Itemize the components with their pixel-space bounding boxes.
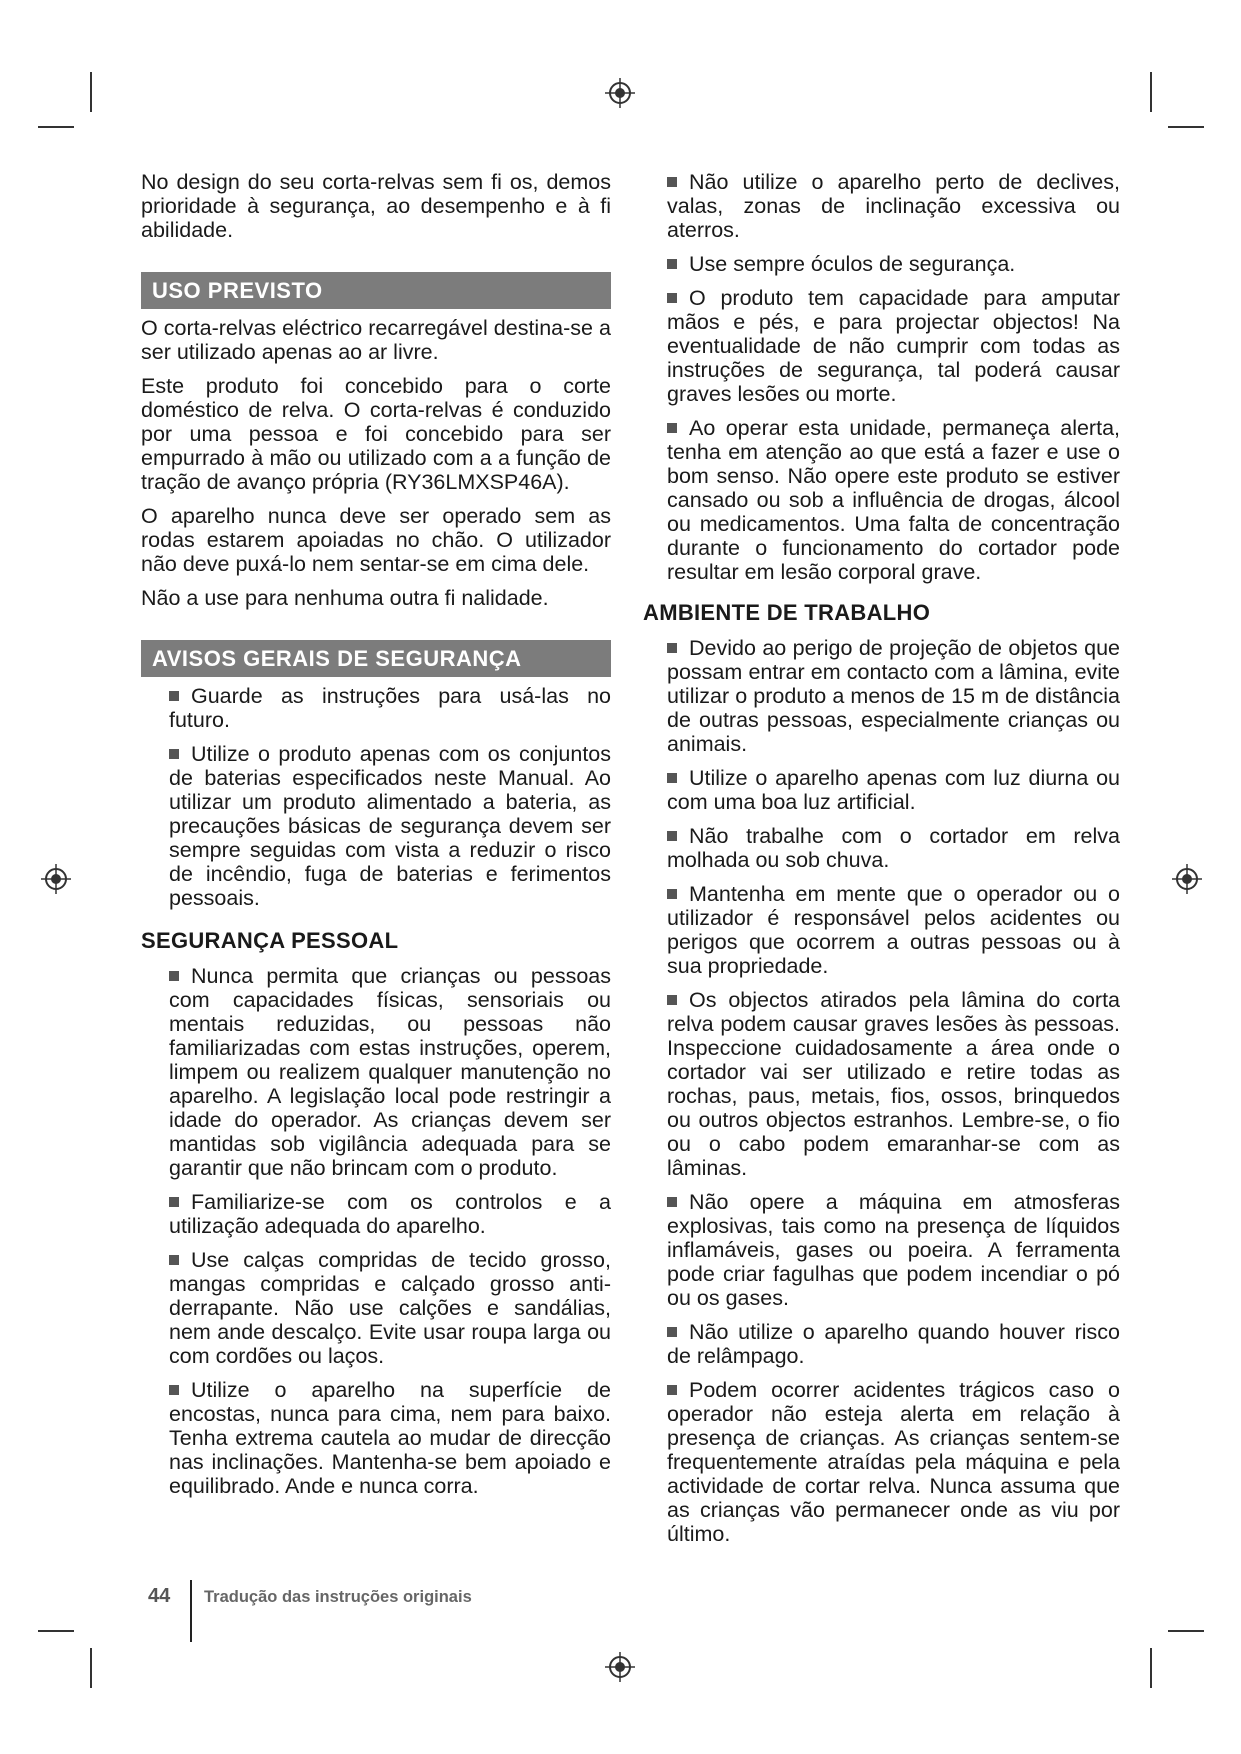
square-bullet-icon xyxy=(667,1197,677,1207)
pessoal-list xyxy=(141,964,611,1498)
list-item: Os objectos atirados pela lâmina do corta relva podem causar graves lesões às pessoas. Inspeccione cuidadosamente a área onde o cortador vai ser utilizado e retire todas as rochas, paus, metais, fios, ossos, brinquedos ou outros objectos estranhos. Lembre-se, o fio ou o cabo podem emaranhar-se com as lâminas. xyxy=(667,988,1120,1180)
crop-mark xyxy=(1150,1648,1152,1688)
paragraph: Não a use para nenhuma outra fi nalidade. xyxy=(141,586,549,610)
registration-mark-icon xyxy=(605,78,635,108)
list-item: Guarde as instruções para usá-las no futuro. xyxy=(169,684,611,732)
square-bullet-icon xyxy=(667,1327,677,1337)
left-column xyxy=(141,170,611,1508)
crop-mark xyxy=(38,126,74,128)
square-bullet-icon xyxy=(667,177,677,187)
registration-mark-icon xyxy=(1172,864,1202,894)
top-safety-list xyxy=(643,170,1120,584)
avisos-list xyxy=(141,684,611,910)
paragraph: O corta-relvas eléctrico recarregável destina-se a ser utilizado apenas ao ar livre. xyxy=(141,316,611,364)
crop-mark xyxy=(90,72,92,112)
registration-mark-icon xyxy=(605,1652,635,1682)
footer-caption: Tradução das instruções originais xyxy=(204,1588,472,1606)
square-bullet-icon xyxy=(667,259,677,269)
list-item: Utilize o produto apenas com os conjuntos de baterias especificados neste Manual. Ao utilizar um produto alimentado a bateria, as precauções básicas de segurança devem ser sempre seguidas com vista a reduzir o risco de incêndio, fuga de baterias e ferimentos pessoais. xyxy=(169,742,611,910)
subheading-seguranca-pessoal: SEGURANÇA PESSOAL xyxy=(141,928,399,953)
list-item: O produto tem capacidade para amputar mãos e pés, e para projectar objectos! Na eventualidade de não cumprir com todas as instruções de segurança, tal poderá causar graves lesões ou morte. xyxy=(667,286,1120,406)
crop-mark xyxy=(1168,126,1204,128)
square-bullet-icon xyxy=(667,423,677,433)
square-bullet-icon xyxy=(169,971,179,981)
square-bullet-icon xyxy=(169,691,179,701)
square-bullet-icon xyxy=(667,293,677,303)
list-item: Devido ao perigo de projeção de objetos que possam entrar em contacto com a lâmina, evite utilizar o produto a menos de 15 m de distância de outras pessoas, especialmente crianças ou animais. xyxy=(667,636,1120,756)
section-heading-uso-previsto: USO PREVISTO xyxy=(141,272,611,309)
footer-divider xyxy=(190,1580,192,1642)
list-item: Não utilize o aparelho quando houver risco de relâmpago. xyxy=(667,1320,1120,1368)
list-item: Não trabalhe com o cortador em relva molhada ou sob chuva. xyxy=(667,824,1120,872)
list-item: Podem ocorrer acidentes trágicos caso o operador não esteja alerta em relação à presença de crianças. As crianças sentem-se frequentemente atraídas pela máquina e pela actividade de cortar relva. Nunca assuma que as crianças vão permanecer onde as viu por último. xyxy=(667,1378,1120,1546)
list-item: Familiarize-se com os controlos e a utilização adequada do aparelho. xyxy=(169,1190,611,1238)
square-bullet-icon xyxy=(169,1255,179,1265)
square-bullet-icon xyxy=(667,995,677,1005)
intro-paragraph: No design do seu corta-relvas sem fi os, demos prioridade à segurança, ao desempenho e à fi abilidade. xyxy=(141,170,611,242)
list-item: Utilize o aparelho na superfície de encostas, nunca para cima, nem para baixo. Tenha extrema cautela ao mudar de direcção nas inclinações. Mantenha-se bem apoiado e equilibrado. Ande e nunca corra. xyxy=(169,1378,611,1498)
list-item: Ao operar esta unidade, permaneça alerta, tenha em atenção ao que está a fazer e use o bom senso. Não opere este produto se estiver cansado ou sob a influência de drogas, álcool ou medicamentos. Uma falta de concentração durante o funcionamento do cortador pode resultar em lesão corporal grave. xyxy=(667,416,1120,584)
list-item: Use sempre óculos de segurança. xyxy=(667,252,1120,276)
section-heading-avisos: AVISOS GERAIS DE SEGURANÇA xyxy=(141,640,611,677)
list-item: Não opere a máquina em atmosferas explosivas, tais como na presença de líquidos inflamáveis, gases ou poeira. A ferramenta pode criar fagulhas que podem incendiar o pó ou os gases. xyxy=(667,1190,1120,1310)
registration-mark-icon xyxy=(41,864,71,894)
ambiente-list xyxy=(643,600,1120,1546)
square-bullet-icon xyxy=(667,643,677,653)
list-item: Não utilize o aparelho perto de declives, valas, zonas de inclinação excessiva ou aterros. xyxy=(667,170,1120,242)
paragraph: Este produto foi concebido para o corte doméstico de relva. O corta-relvas é conduzido por uma pessoa e foi concebido para ser empurrado à mão ou utilizado com a a função de tração de avanço própria (RY36LMXSP46A). xyxy=(141,374,611,494)
square-bullet-icon xyxy=(667,831,677,841)
square-bullet-icon xyxy=(667,889,677,899)
crop-mark xyxy=(90,1648,92,1688)
square-bullet-icon xyxy=(169,749,179,759)
crop-mark xyxy=(1150,72,1152,112)
crop-mark xyxy=(38,1630,74,1632)
list-item: Mantenha em mente que o operador ou o utilizador é responsável pelos acidentes ou perigos que ocorrem a outras pessoas ou à sua propriedade. xyxy=(667,882,1120,978)
list-item: Nunca permita que crianças ou pessoas com capacidades físicas, sensoriais ou mentais reduzidas, ou pessoas não familiarizadas com estas instruções, operem, limpem ou realizem qualquer manutenção no aparelho. A legislação local pode restringir a idade do operador. As crianças devem ser mantidas sob vigilância adequada para se garantir que não brincam com o produto. xyxy=(169,964,611,1180)
right-column xyxy=(643,170,1120,1556)
crop-mark xyxy=(1168,1630,1204,1632)
page-number: 44 xyxy=(148,1585,171,1607)
list-item: Use calças compridas de tecido grosso, mangas compridas e calçado grosso anti-derrapante. Não use calções e sandálias, nem ande descalço. Evite usar roupa larga ou com cordões ou laços. xyxy=(169,1248,611,1368)
square-bullet-icon xyxy=(169,1385,179,1395)
square-bullet-icon xyxy=(667,773,677,783)
list-item: Utilize o aparelho apenas com luz diurna ou com uma boa luz artificial. xyxy=(667,766,1120,814)
subheading-ambiente-de-trabalho: AMBIENTE DE TRABALHO xyxy=(643,600,931,625)
square-bullet-icon xyxy=(169,1197,179,1207)
paragraph: O aparelho nunca deve ser operado sem as rodas estarem apoiadas no chão. O utilizador não deve puxá-lo nem sentar-se em cima dele. xyxy=(141,504,611,576)
square-bullet-icon xyxy=(667,1385,677,1395)
